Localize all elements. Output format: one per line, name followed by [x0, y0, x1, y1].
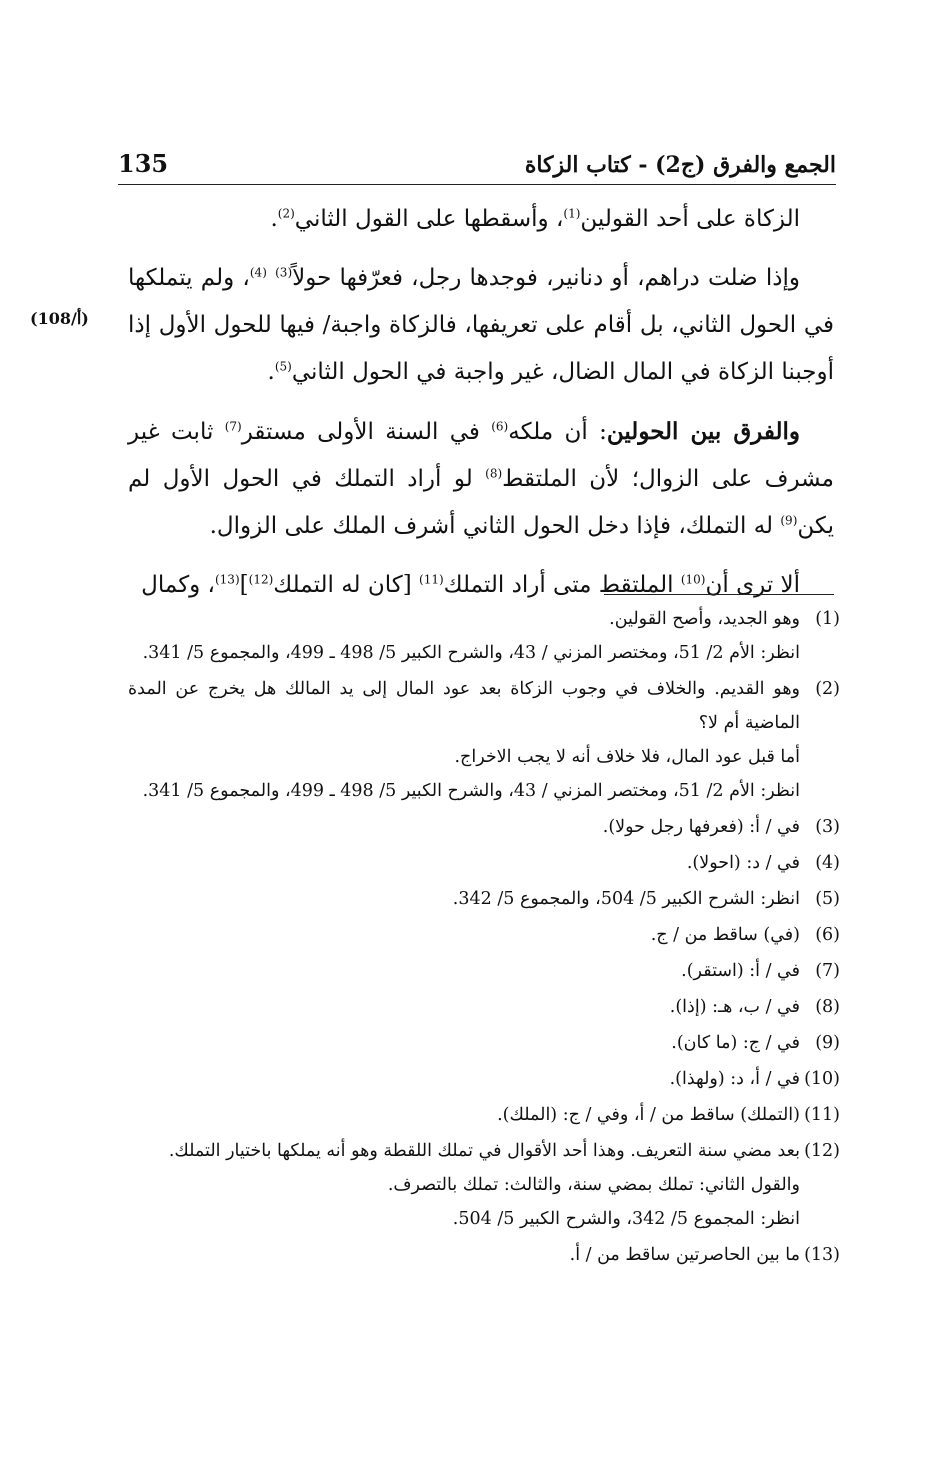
footnote-line: والقول الثاني: تملك بمضي سنة، والثالث: تملك بالتصرف.: [387, 1175, 800, 1195]
footnote-body: [128, 954, 800, 988]
footnote-line: بعد مضي سنة التعريف. وهذا أحد الأقوال في تملك اللقطة وهو أنه يملكها باختيار التملك.: [168, 1141, 800, 1161]
footnote-item: [128, 810, 840, 844]
footnote-rule: [604, 594, 834, 595]
footnote-body: [128, 1134, 800, 1236]
footnote-number: (3): [815, 817, 840, 837]
text-run: ألا ترى أن: [705, 572, 800, 598]
footnote-body: [128, 846, 800, 880]
text-run: له التملك، فإذا دخل الحول الثاني أشرف الملك على الزوال.: [209, 513, 781, 539]
footnote-ref: (1): [563, 206, 581, 221]
footnote-line: انظر: الشرح الكبير 5/ 504، والمجموع 5/ 342.: [452, 889, 800, 909]
footnote-item: [128, 1026, 840, 1060]
text-run: [كان له التملك: [273, 572, 420, 598]
footnote-ref: (12): [248, 572, 274, 587]
footnote-number: (12): [804, 1141, 840, 1161]
footnotes: [128, 602, 840, 1274]
footnote-line: في / أ: (فعرفها رجل حولا).: [602, 817, 800, 837]
footnote-ref: (11): [419, 572, 444, 587]
footnote-body: [128, 1238, 800, 1272]
text-run: الزكاة على أحد القولين: [580, 206, 800, 232]
footnote-line: في / ج: (ما كان).: [671, 1033, 800, 1053]
paragraph-1: [128, 196, 834, 243]
text-run: وإذا ضلت دراهم، أو دنانير، فوجدها رجل، فعرّفها حولاً: [292, 265, 801, 291]
footnote-body: [128, 1026, 800, 1060]
footnote-line: انظر: المجموع 5/ 342، والشرح الكبير 5/ 504.: [452, 1209, 800, 1229]
footnote-ref: (9): [780, 513, 798, 528]
footnote-item: [128, 990, 840, 1024]
footnote-item: [128, 882, 840, 916]
text-run: ، وأسقطها على القول الثاني: [294, 206, 564, 232]
text-run: الملتقط متى أراد التملك: [443, 572, 681, 598]
footnote-item: [128, 1238, 840, 1272]
footnote-ref: (3): [275, 265, 293, 280]
footnote-ref: (6): [491, 419, 509, 434]
text-run: : أن ملكه: [508, 419, 607, 445]
footnote-number: (1): [815, 609, 840, 629]
footnote-number: (4): [815, 853, 840, 873]
footnote-line: في / ب، هـ: (إذا).: [669, 997, 800, 1017]
header-rule: [118, 184, 836, 185]
footnote-body: [128, 990, 800, 1024]
footnote-number: (13): [804, 1245, 840, 1265]
footnote-body: [128, 882, 800, 916]
text-run: ، ولم يتملكها في الحول الثاني، بل أقام على تعريفها، فالزكاة واجبة/ فيها للحول الأول إذا أوجبنا الزكاة في المال الضال، غير واجبة في الحول الثاني: [128, 265, 834, 385]
footnote-number: (5): [815, 889, 840, 909]
main-text: [128, 196, 834, 621]
footnote-item: [128, 1062, 840, 1096]
footnote-body: [128, 1098, 800, 1132]
footnote-ref: (4): [249, 265, 267, 280]
footnote-line: انظر: الأم 2/ 51، ومختصر المزني / 43، والشرح الكبير 5/ 498 ـ 499، والمجموع 5/ 341.: [142, 781, 800, 801]
footnote-line: في / د: (احولا).: [686, 853, 800, 873]
footnote-line: (التملك) ساقط من / أ، وفي / ج: (الملك).: [497, 1105, 800, 1125]
footnote-number: (8): [815, 997, 840, 1017]
page-header: [118, 138, 836, 178]
footnote-number: (2): [815, 679, 840, 699]
footnote-ref: (10): [680, 572, 706, 587]
text-run: في السنة الأولى مستقر: [241, 419, 492, 445]
paragraph-2: [128, 255, 834, 396]
footnote-ref: (5): [274, 359, 292, 374]
footnote-line: انظر: الأم 2/ 51، ومختصر المزني / 43، والشرح الكبير 5/ 498 ـ 499، والمجموع 5/ 341.: [142, 643, 800, 663]
footnote-number: (7): [815, 961, 840, 981]
footnote-number: (11): [804, 1105, 840, 1125]
footnote-item: [128, 672, 840, 808]
footnote-line: في / أ: (استقر).: [681, 961, 800, 981]
page-number: 135: [118, 149, 169, 178]
footnote-line: وهو الجديد، وأصح القولين.: [609, 609, 800, 629]
footnote-line: (في) ساقط من / ج.: [650, 925, 800, 945]
text-run: ]: [239, 572, 249, 598]
text-run: ، وكمال: [141, 572, 215, 598]
footnote-ref: (2): [277, 206, 295, 221]
text-run: ثابت غير مشرف على الزوال؛ لأن الملتقط: [128, 419, 834, 492]
footnote-line: وهو القديم. والخلاف في وجوب الزكاة بعد عود المال إلى يد المالك هل يخرج عن المدة الماضية أم لا؟: [128, 679, 800, 733]
footnote-ref: (8): [485, 466, 503, 481]
footnote-number: (9): [815, 1033, 840, 1053]
footnote-item: [128, 918, 840, 952]
footnote-line: ما بين الحاصرتين ساقط من / أ.: [569, 1245, 800, 1265]
footnote-body: [128, 602, 800, 670]
footnote-number: (10): [804, 1069, 840, 1089]
footnote-item: [128, 954, 840, 988]
footnote-body: [128, 810, 800, 844]
footnote-body: [128, 672, 800, 808]
footnote-item: [128, 1098, 840, 1132]
footnote-number: (6): [815, 925, 840, 945]
footnote-body: [128, 1062, 800, 1096]
footnote-item: [128, 602, 840, 670]
footnote-item: [128, 1134, 840, 1236]
text-run: .: [270, 206, 278, 232]
section-lead: والفرق بين الحولين: [606, 418, 800, 445]
paragraph-3: [128, 408, 834, 550]
text-run: لو أراد التملك في الحول الأول لم يكن: [128, 466, 834, 539]
footnote-item: [128, 846, 840, 880]
footnote-line: أما قبل عود المال، فلا خلاف أنه لا يجب الاخراج.: [454, 747, 800, 767]
footnote-line: في / أ، د: (ولهذا).: [669, 1069, 800, 1089]
running-title: الجمع والفرق (ج2) - كتاب الزكاة: [524, 152, 836, 178]
margin-note: (108/أ): [30, 309, 89, 328]
text-run: .: [267, 359, 275, 385]
footnote-ref: (7): [224, 419, 242, 434]
footnote-ref: (13): [214, 572, 240, 587]
footnote-body: [128, 918, 800, 952]
